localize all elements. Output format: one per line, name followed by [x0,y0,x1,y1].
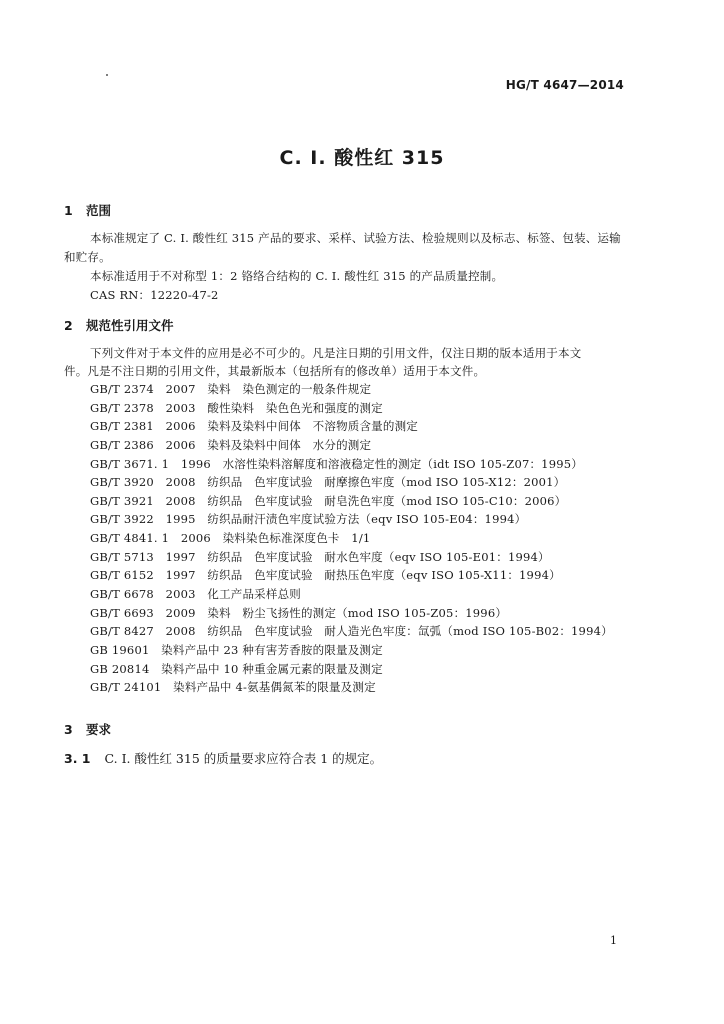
section-number: 1 [64,203,73,218]
section-title: 规范性引用文件 [86,318,174,333]
page-number: 1 [610,934,617,947]
reference-item: GB/T 24101 染料产品中 4-氨基偶氮苯的限量及测定 [90,680,376,695]
reference-item: GB/T 5713 1997 纺织品 色牢度试验 耐水色牢度（eqv ISO 105-E01：1994） [90,549,550,564]
reference-item: GB/T 2386 2006 染料及染料中间体 水分的测定 [90,437,372,452]
section-3-heading [64,720,111,738]
references-intro-line-1: 下列文件对于本文件的应用是必不可少的。凡是注日期的引用文件，仅注日期的版本适用于本文 [90,346,582,360]
reference-item: GB/T 6693 2009 染料 粉尘飞扬性的测定（mod ISO 105-Z05：1996） [90,605,508,620]
reference-item: GB 20814 染料产品中 10 种重金属元素的限量及测定 [90,661,383,676]
section-number: 2 [64,318,73,333]
scope-para-2: 本标准适用于不对称型 1：2 铬络合结构的 C. I. 酸性红 315 的产品质量控制。 [90,269,504,283]
reference-item: GB/T 3920 2008 纺织品 色牢度试验 耐摩擦色牢度（mod ISO 105-X12：2001） [90,475,566,490]
scope-para-line-2: 和贮存。 [64,250,111,264]
cas-number: CAS RN：12220-47-2 [90,288,219,302]
references-intro-line-2: 件。凡是不注日期的引用文件，其最新版本（包括所有的修改单）适用于本文件。 [64,364,486,378]
reference-item: GB/T 6678 2003 化工产品采样总则 [90,587,301,602]
section-title: 范围 [86,203,112,218]
reference-item: GB/T 2381 2006 染料及染料中间体 不溶物质含量的测定 [90,419,418,434]
reference-item: GB/T 3921 2008 纺织品 色牢度试验 耐皂洗色牢度（mod ISO 105-C10：2006） [90,493,567,508]
standard-code: HG/T 4647—2014 [505,78,624,92]
reference-item: GB/T 2374 2007 染料 染色测定的一般条件规定 [90,382,372,396]
document-title: C. I. 酸性红 315 [279,147,445,169]
clause-number: 3. 1 [64,751,91,766]
reference-item: GB/T 2378 2003 酸性染料 染色色光和强度的测定 [90,400,383,415]
clause-text: C. I. 酸性红 315 的质量要求应符合表 1 的规定。 [104,751,383,766]
section-number: 3 [64,722,73,737]
reference-item: GB/T 6152 1997 纺织品 色牢度试验 耐热压色牢度（eqv ISO 105-X11：1994） [90,568,561,583]
reference-list [90,380,613,697]
section-title: 要求 [86,722,112,737]
section-1-heading [64,201,111,219]
section-2-heading [64,316,174,334]
reference-item: GB/T 3671. 1 1996 水溶性染料溶解度和溶液稳定性的测定（idt ISO 105-Z07：1995） [90,456,583,471]
reference-item: GB/T 8427 2008 纺织品 色牢度试验 耐人造光色牢度：氙弧（mod ISO 105-B02：1994） [90,624,613,639]
reference-item: GB/T 3922 1995 纺织品耐汗渍色牢度试验方法（eqv ISO 105-E04：1994） [90,512,527,527]
reference-item: GB 19601 染料产品中 23 种有害芳香胺的限量及测定 [90,642,383,657]
scope-para-line-1: 本标准规定了 C. I. 酸性红 315 产品的要求、采样、试验方法、检验规则以及标志、标签、包装、运输 [90,231,621,245]
scan-speck [106,74,108,76]
reference-item: GB/T 4841. 1 2006 染料染色标准深度色卡 1/1 [90,531,371,546]
clause-3-1 [64,749,382,767]
